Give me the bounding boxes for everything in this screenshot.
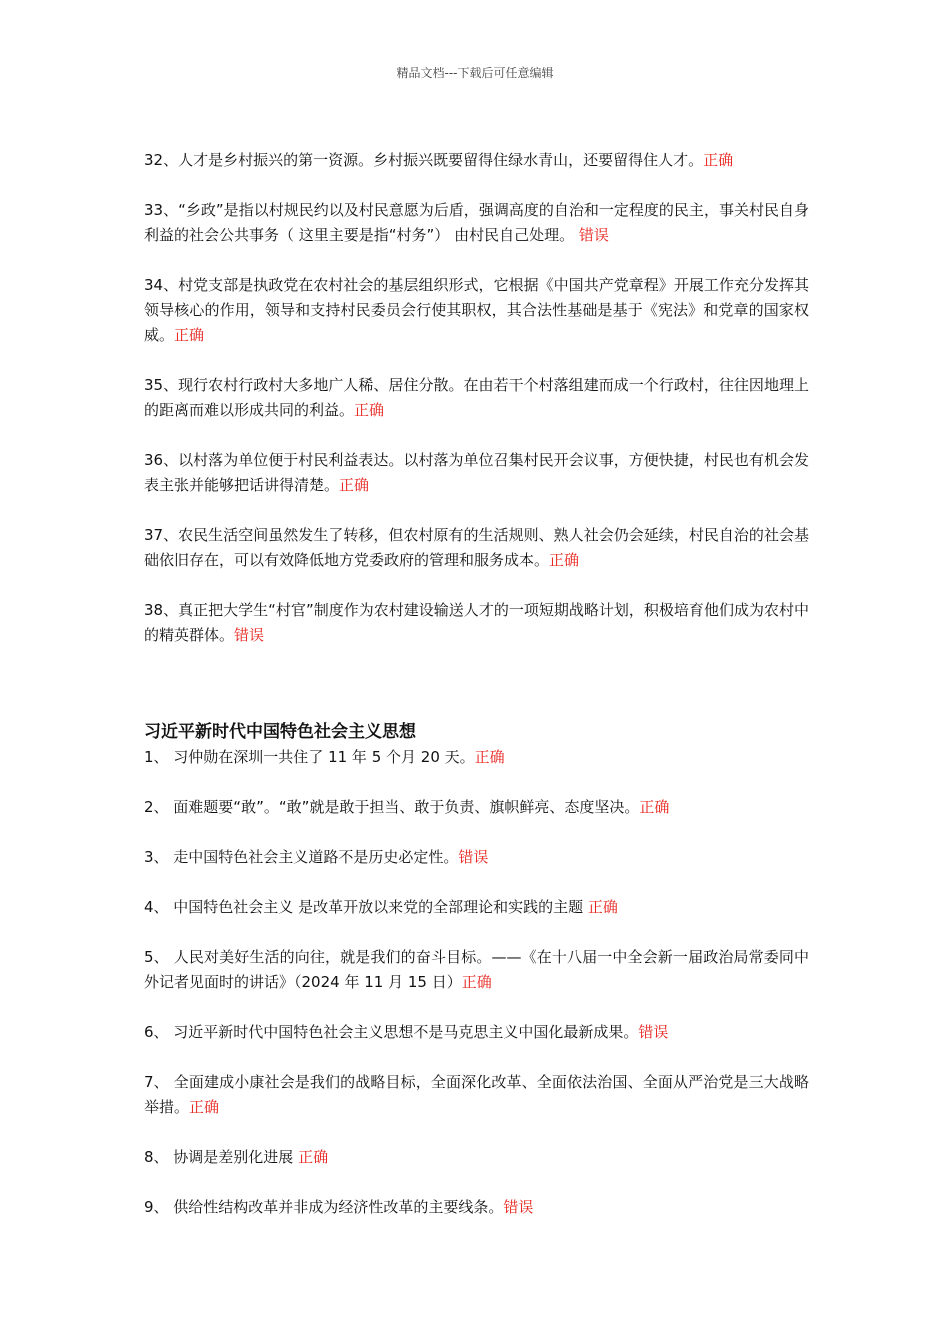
question-text: 9、 供给性结构改革并非成为经济性改革的主要线条。 [144, 1198, 504, 1216]
question-text: 1、 习仲勋在深圳一共住了 11 年 5 个月 20 天。 [144, 748, 475, 766]
question-item [144, 148, 809, 173]
answer-label: 正确 [703, 151, 734, 169]
answer-label: 正确 [461, 973, 492, 991]
question-text: 4、 中国特色社会主义 是改革开放以来党的全部理论和实践的主题 [144, 898, 588, 916]
question-item [144, 273, 809, 348]
answer-label: 正确 [298, 1148, 329, 1166]
answer-label: 错误 [503, 1198, 534, 1216]
question-text: 3、 走中国特色社会主义道路不是历史必定性。 [144, 848, 459, 866]
question-item [144, 1145, 809, 1170]
question-list-part1 [144, 148, 809, 648]
page-header-note: 精品文档---下载后可任意编辑 [396, 66, 554, 80]
question-item [144, 523, 809, 573]
answer-label: 正确 [189, 1098, 220, 1116]
question-item [144, 448, 809, 498]
question-item [144, 745, 809, 770]
question-item [144, 198, 809, 248]
question-item [144, 945, 809, 995]
section-title: 习近平新时代中国特色社会主义思想 [144, 722, 416, 742]
question-text: 38、真正把大学生“村官”制度作为农村建设输送人才的一项短期战略计划，积极培育他们成为农村中的精英群体。 [144, 601, 809, 644]
answer-label: 正确 [639, 798, 670, 816]
question-item [144, 598, 809, 648]
answer-label: 错误 [458, 848, 489, 866]
document-content [144, 148, 809, 1245]
answer-label: 错误 [638, 1023, 669, 1041]
answer-label: 正确 [174, 326, 205, 344]
question-text: 5、 人民对美好生活的向往，就是我们的奋斗目标。——《在十八届一中全会新一届政治局常委同中外记者见面时的讲话》（2024 年 11 月 15 日） [144, 948, 809, 991]
answer-label: 错误 [578, 226, 609, 244]
question-item [144, 1020, 809, 1045]
question-text: 6、 习近平新时代中国特色社会主义思想不是马克思主义中国化最新成果。 [144, 1023, 639, 1041]
answer-label: 正确 [549, 551, 580, 569]
answer-label: 正确 [587, 898, 618, 916]
question-item [144, 795, 809, 820]
answer-label: 正确 [339, 476, 370, 494]
question-list-part2 [144, 745, 809, 1220]
question-text: 36、以村落为单位便于村民利益表达。以村落为单位召集村民开会议事，方便快捷，村民也有机会发表主张并能够把话讲得清楚。 [144, 451, 809, 494]
question-text: 7、 全面建成小康社会是我们的战略目标，全面深化改革、全面依法治国、全面从严治党是三大战略举措。 [144, 1073, 809, 1116]
question-item [144, 1070, 809, 1120]
question-text: 2、 面难题要“敢”。“敢”就是敢于担当、敢于负责、旗帜鲜亮、态度坚决。 [144, 798, 640, 816]
answer-label: 正确 [474, 748, 505, 766]
question-text: 35、现行农村行政村大多地广人稀、居住分散。在由若干个村落组建而成一个行政村，往往因地理上的距离而难以形成共同的利益。 [144, 376, 809, 419]
question-item [144, 845, 809, 870]
question-item [144, 373, 809, 423]
question-item [144, 1195, 809, 1220]
question-text: 8、 协调是差别化进展 [144, 1148, 299, 1166]
question-text: 37、农民生活空间虽然发生了转移，但农村原有的生活规则、熟人社会仍会延续，村民自治的社会基础依旧存在，可以有效降低地方党委政府的管理和服务成本。 [144, 526, 809, 569]
question-text: 33、“乡政”是指以村规民约以及村民意愿为后盾，强调高度的自治和一定程度的民主，事关村民自身利益的社会公共事务（ 这里主要是指“村务”） 由村民自己处理。 [144, 201, 809, 244]
answer-label: 正确 [354, 401, 385, 419]
answer-label: 错误 [234, 626, 265, 644]
question-text: 34、村党支部是执政党在农村社会的基层组织形式，它根据《中国共产党章程》开展工作充分发挥其领导核心的作用，领导和支持村民委员会行使其职权，其合法性基础是基于《宪法》和党章的国家权威。 [144, 276, 809, 344]
question-text: 32、人才是乡村振兴的第一资源。乡村振兴既要留得住绿水青山，还要留得住人才。 [144, 151, 704, 169]
question-item [144, 895, 809, 920]
